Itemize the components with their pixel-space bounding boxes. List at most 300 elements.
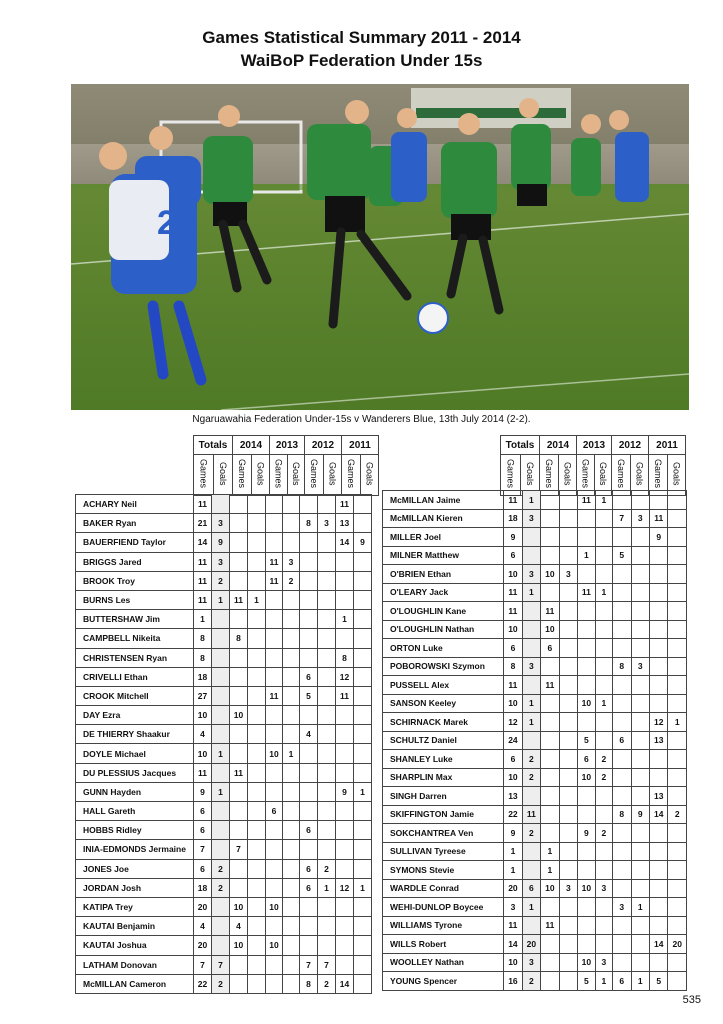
games-cell: [266, 974, 283, 993]
goals-cell: [354, 821, 372, 840]
games-cell: 11: [504, 583, 522, 602]
games-cell: 6: [194, 821, 212, 840]
games-cell: [336, 629, 354, 648]
games-cell: [613, 565, 631, 584]
games-cell: [266, 629, 283, 648]
player-row: [76, 648, 372, 667]
games-cell: 8: [194, 648, 212, 667]
goals-cell: 1: [212, 744, 230, 763]
games-cell: [230, 552, 248, 571]
player-name: CRIVELLI Ethan: [76, 667, 194, 686]
games-cell: [578, 916, 595, 935]
games-cell: [300, 782, 318, 801]
goals-cell: [668, 509, 687, 528]
goals-cell: [595, 731, 612, 750]
goals-cell: [559, 805, 577, 824]
games-cell: [230, 955, 248, 974]
player-name: SCHULTZ Daniel: [383, 731, 504, 750]
games-cell: 11: [194, 590, 212, 609]
group-2013: 2013: [270, 436, 305, 455]
player-name: ORTON Luke: [383, 639, 504, 658]
player-name: SINGH Darren: [383, 787, 504, 806]
player-row: [383, 824, 687, 843]
goals-cell: [559, 713, 577, 732]
games-cell: [266, 610, 283, 629]
goals-cell: [248, 821, 266, 840]
games-cell: [613, 583, 631, 602]
games-cell: 11: [504, 602, 522, 621]
games-cell: 6: [504, 546, 522, 565]
right-stats-header: [500, 435, 686, 496]
player-name: SHANLEY Luke: [383, 750, 504, 769]
games-cell: [336, 897, 354, 916]
goals-cell: [631, 935, 649, 954]
games-cell: [541, 972, 559, 991]
player-row: [76, 955, 372, 974]
goals-cell: [559, 916, 577, 935]
games-cell: 14: [336, 533, 354, 552]
goals-cell: [668, 824, 687, 843]
games-cell: 8: [194, 629, 212, 648]
goals-cell: [354, 495, 372, 514]
goals-cell: [248, 667, 266, 686]
goals-cell: [318, 802, 336, 821]
col-games: Games: [345, 458, 356, 488]
goals-cell: [354, 974, 372, 993]
games-cell: 11: [336, 495, 354, 514]
games-cell: 9: [504, 824, 522, 843]
player-name: MILLER Joel: [383, 528, 504, 547]
games-cell: 22: [504, 805, 522, 824]
player-name: SKIFFINGTON Jamie: [383, 805, 504, 824]
goals-cell: 2: [595, 750, 612, 769]
player-row: [76, 897, 372, 916]
games-cell: [300, 936, 318, 955]
goals-cell: [631, 787, 649, 806]
goals-cell: [354, 590, 372, 609]
games-cell: 9: [194, 782, 212, 801]
games-cell: [541, 953, 559, 972]
goals-cell: [283, 859, 300, 878]
goals-cell: [318, 897, 336, 916]
goals-cell: 2: [318, 974, 336, 993]
games-cell: 10: [578, 694, 595, 713]
goals-cell: 2: [318, 859, 336, 878]
games-cell: [541, 491, 559, 510]
goals-cell: [248, 782, 266, 801]
goals-cell: [668, 898, 687, 917]
goals-cell: 3: [212, 514, 230, 533]
games-cell: [300, 763, 318, 782]
games-cell: [541, 713, 559, 732]
games-cell: [650, 953, 668, 972]
games-cell: 6: [504, 750, 522, 769]
games-cell: 9: [504, 528, 522, 547]
goals-cell: [668, 528, 687, 547]
player-row: [76, 936, 372, 955]
col-games: Games: [236, 458, 247, 488]
goals-cell: [248, 495, 266, 514]
goals-cell: [283, 936, 300, 955]
goals-cell: [283, 917, 300, 936]
group-totals: Totals: [501, 436, 540, 455]
games-cell: [230, 571, 248, 590]
goals-cell: [668, 787, 687, 806]
goals-cell: 2: [283, 571, 300, 590]
goals-cell: 9: [354, 533, 372, 552]
goals-cell: [212, 917, 230, 936]
games-cell: [578, 528, 595, 547]
player-row: [76, 610, 372, 629]
goals-cell: 1: [668, 713, 687, 732]
games-cell: 6: [613, 731, 631, 750]
games-cell: [336, 725, 354, 744]
goals-cell: [248, 552, 266, 571]
player-name: BAKER Ryan: [76, 514, 194, 533]
goals-cell: 7: [318, 955, 336, 974]
goals-cell: 3: [559, 879, 577, 898]
games-cell: [230, 495, 248, 514]
goals-cell: [318, 571, 336, 590]
col-goals: Goals: [255, 461, 266, 486]
goals-cell: [668, 546, 687, 565]
games-cell: 8: [613, 657, 631, 676]
col-games: Games: [652, 458, 663, 488]
games-cell: 11: [336, 686, 354, 705]
goals-cell: 1: [522, 898, 540, 917]
goals-cell: [668, 879, 687, 898]
games-cell: [578, 602, 595, 621]
goals-cell: [631, 620, 649, 639]
goals-cell: [559, 824, 577, 843]
games-cell: 6: [300, 859, 318, 878]
games-cell: [613, 602, 631, 621]
goals-cell: 3: [631, 657, 649, 676]
games-cell: [300, 590, 318, 609]
games-cell: [650, 879, 668, 898]
games-cell: 10: [266, 744, 283, 763]
player-row: [76, 821, 372, 840]
games-cell: [266, 667, 283, 686]
games-cell: 27: [194, 686, 212, 705]
games-cell: 5: [300, 686, 318, 705]
games-cell: [266, 878, 283, 897]
goals-cell: [631, 528, 649, 547]
goals-cell: 6: [522, 879, 540, 898]
games-cell: 10: [504, 694, 522, 713]
goals-cell: 1: [212, 590, 230, 609]
player-row: [383, 657, 687, 676]
player-row: [383, 731, 687, 750]
games-cell: [336, 917, 354, 936]
games-cell: 18: [194, 878, 212, 897]
games-cell: 14: [650, 805, 668, 824]
goals-cell: 2: [522, 972, 540, 991]
games-cell: [650, 583, 668, 602]
player-name: JONES Joe: [76, 859, 194, 878]
goals-cell: 1: [595, 583, 612, 602]
games-cell: 13: [650, 731, 668, 750]
goals-cell: [212, 763, 230, 782]
goals-cell: [559, 787, 577, 806]
goals-cell: 3: [522, 953, 540, 972]
games-cell: [336, 706, 354, 725]
games-cell: [541, 657, 559, 676]
player-row: [383, 565, 687, 584]
player-row: [383, 972, 687, 991]
player-name: BUTTERSHAW Jim: [76, 610, 194, 629]
games-cell: [650, 861, 668, 880]
goals-cell: [631, 750, 649, 769]
goals-cell: 1: [631, 898, 649, 917]
goals-cell: [212, 629, 230, 648]
games-cell: [300, 571, 318, 590]
goals-cell: [595, 565, 612, 584]
player-row: [76, 802, 372, 821]
group-2011: 2011: [649, 436, 686, 455]
goals-cell: [631, 583, 649, 602]
games-cell: [336, 590, 354, 609]
player-name: McMILLAN Cameron: [76, 974, 194, 993]
goals-cell: [522, 528, 540, 547]
games-cell: [266, 533, 283, 552]
goals-cell: [318, 629, 336, 648]
player-name: WOOLLEY Nathan: [383, 953, 504, 972]
player-row: [76, 878, 372, 897]
goals-cell: [631, 916, 649, 935]
goals-cell: [668, 491, 687, 510]
goals-cell: [318, 917, 336, 936]
goals-cell: [248, 514, 266, 533]
goals-cell: [595, 713, 612, 732]
player-row: [383, 713, 687, 732]
goals-cell: [559, 842, 577, 861]
player-name: CROOK Mitchell: [76, 686, 194, 705]
games-cell: [266, 495, 283, 514]
goals-cell: [631, 879, 649, 898]
games-cell: [230, 782, 248, 801]
games-cell: 11: [541, 676, 559, 695]
goals-cell: 7: [212, 955, 230, 974]
games-cell: [230, 802, 248, 821]
player-name: McMILLAN Jaime: [383, 491, 504, 510]
goals-cell: [354, 897, 372, 916]
player-name: CAMPBELL Nikeita: [76, 629, 194, 648]
goals-cell: 3: [522, 509, 540, 528]
games-cell: [578, 620, 595, 639]
player-row: [383, 879, 687, 898]
goals-cell: [354, 840, 372, 859]
games-cell: [541, 768, 559, 787]
player-row: [76, 571, 372, 590]
player-row: [76, 859, 372, 878]
goals-cell: 1: [522, 694, 540, 713]
player-name: INIA-EDMONDS Jermaine: [76, 840, 194, 859]
goals-cell: [283, 763, 300, 782]
goals-cell: [668, 953, 687, 972]
goals-cell: 20: [522, 935, 540, 954]
goals-cell: [248, 571, 266, 590]
goals-cell: [559, 953, 577, 972]
goals-cell: [212, 725, 230, 744]
player-name: LATHAM Donovan: [76, 955, 194, 974]
player-name: SYMONS Stevie: [383, 861, 504, 880]
player-name: KAUTAI Benjamin: [76, 917, 194, 936]
games-cell: [541, 731, 559, 750]
games-cell: 18: [194, 667, 212, 686]
goals-cell: [354, 629, 372, 648]
player-name: ACHARY Neil: [76, 495, 194, 514]
goals-cell: [595, 898, 612, 917]
page-subtitle: WaiBoP Federation Under 15s: [240, 51, 483, 70]
games-cell: [613, 861, 631, 880]
games-cell: [578, 898, 595, 917]
games-cell: 10: [578, 768, 595, 787]
col-goals: Goals: [364, 461, 375, 486]
games-cell: 10: [504, 953, 522, 972]
goals-cell: 3: [595, 879, 612, 898]
col-goals: Goals: [634, 461, 645, 486]
games-cell: 8: [230, 629, 248, 648]
games-cell: 10: [266, 897, 283, 916]
goals-cell: [318, 533, 336, 552]
goals-cell: [283, 782, 300, 801]
player-row: [383, 602, 687, 621]
right-player-table: [382, 490, 687, 991]
games-cell: 6: [266, 802, 283, 821]
goals-cell: [318, 725, 336, 744]
games-cell: [266, 725, 283, 744]
player-name: DAY Ezra: [76, 706, 194, 725]
goals-cell: 3: [522, 565, 540, 584]
group-2012: 2012: [305, 436, 342, 455]
games-cell: 11: [230, 763, 248, 782]
games-cell: 4: [230, 917, 248, 936]
goals-cell: 1: [631, 972, 649, 991]
games-cell: 11: [504, 676, 522, 695]
player-row: [383, 620, 687, 639]
games-cell: [300, 897, 318, 916]
svg-text:22: 22: [157, 204, 195, 242]
goals-cell: 1: [354, 878, 372, 897]
games-cell: [300, 495, 318, 514]
goals-cell: [522, 546, 540, 565]
goals-cell: 3: [631, 509, 649, 528]
goals-cell: [668, 602, 687, 621]
games-cell: 11: [194, 495, 212, 514]
goals-cell: [595, 842, 612, 861]
games-cell: 20: [194, 897, 212, 916]
goals-cell: [631, 861, 649, 880]
games-cell: [336, 763, 354, 782]
goals-cell: 20: [668, 935, 687, 954]
goals-cell: [522, 842, 540, 861]
games-cell: 24: [504, 731, 522, 750]
games-cell: [266, 514, 283, 533]
goals-cell: [354, 955, 372, 974]
goals-cell: [248, 840, 266, 859]
goals-cell: 2: [212, 974, 230, 993]
goals-cell: [212, 648, 230, 667]
games-cell: 16: [504, 972, 522, 991]
player-name: POBOROWSKI Szymon: [383, 657, 504, 676]
col-goals: Goals: [524, 461, 535, 486]
goals-cell: [283, 610, 300, 629]
goals-cell: [354, 744, 372, 763]
goals-cell: [559, 935, 577, 954]
games-cell: 1: [541, 861, 559, 880]
games-cell: [650, 898, 668, 917]
goals-cell: [283, 648, 300, 667]
games-cell: [336, 936, 354, 955]
group-2013: 2013: [577, 436, 612, 455]
goals-cell: [559, 694, 577, 713]
games-cell: [336, 821, 354, 840]
games-cell: [300, 706, 318, 725]
goals-cell: 11: [522, 805, 540, 824]
goals-cell: [248, 897, 266, 916]
group-2011: 2011: [342, 436, 379, 455]
games-cell: [336, 955, 354, 974]
goals-cell: 3: [559, 565, 577, 584]
games-cell: 11: [266, 686, 283, 705]
goals-cell: [559, 768, 577, 787]
goals-cell: [668, 842, 687, 861]
games-cell: [613, 916, 631, 935]
games-cell: 6: [504, 639, 522, 658]
games-cell: 1: [504, 842, 522, 861]
goals-cell: [248, 802, 266, 821]
games-cell: 9: [650, 528, 668, 547]
games-cell: 6: [541, 639, 559, 658]
goals-cell: 1: [595, 694, 612, 713]
goals-cell: [354, 552, 372, 571]
player-row: [76, 840, 372, 859]
player-name: DE THIERRY Shaakur: [76, 725, 194, 744]
col-games: Games: [198, 458, 209, 488]
games-cell: 5: [650, 972, 668, 991]
games-cell: [336, 802, 354, 821]
col-games: Games: [543, 458, 554, 488]
goals-cell: [559, 972, 577, 991]
goals-cell: [354, 610, 372, 629]
goals-cell: [354, 802, 372, 821]
goals-cell: [631, 676, 649, 695]
goals-cell: [318, 610, 336, 629]
games-cell: 9: [336, 782, 354, 801]
player-row: [76, 917, 372, 936]
goals-cell: [668, 861, 687, 880]
player-row: [383, 861, 687, 880]
player-name: MILNER Matthew: [383, 546, 504, 565]
goals-cell: [631, 491, 649, 510]
goals-cell: [595, 509, 612, 528]
games-cell: 6: [194, 859, 212, 878]
player-row: [383, 805, 687, 824]
games-cell: [541, 546, 559, 565]
goals-cell: [668, 620, 687, 639]
player-row: [76, 514, 372, 533]
games-cell: [578, 509, 595, 528]
goals-cell: [283, 495, 300, 514]
goals-cell: [668, 768, 687, 787]
games-cell: [578, 787, 595, 806]
games-cell: [300, 840, 318, 859]
goals-cell: [212, 495, 230, 514]
goals-cell: 1: [212, 782, 230, 801]
games-cell: [541, 787, 559, 806]
player-name: KATIPA Trey: [76, 897, 194, 916]
